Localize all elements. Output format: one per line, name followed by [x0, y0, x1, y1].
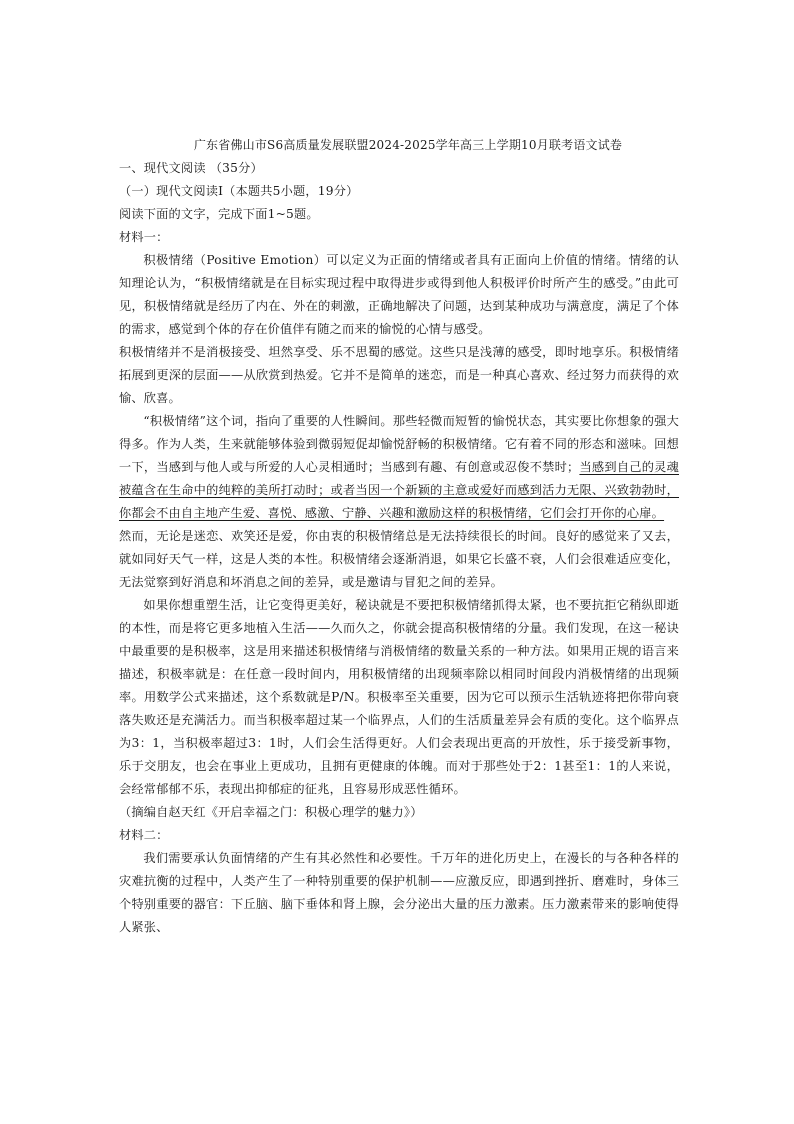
section-heading: 一、现代文阅读 （35分） [119, 161, 263, 175]
material-one-source: （摘编自赵天红《开启幸福之门：积极心理学的魅力》） [119, 805, 423, 819]
paragraph-3-text: “积极情绪”这个词，指向了重要的人性瞬间。那些轻微而短暂的愉悦状态，其实要比你想象的强大得多。作为人类，生来就能够体验到微弱短促却愉悦舒畅的积极情绪。它有着不同的形态和滋味。回想一下，当感到与他人或与所爱的人心灵相通时；当感到有趣、有创意或忍俊不禁时； [119, 414, 679, 474]
exam-title: 广东省佛山市S6高质量发展联盟2024-2025学年高三上学期10月联考语文试卷 [193, 138, 623, 152]
material-one-paragraph-3 [119, 410, 679, 525]
material-one-paragraph-1: 积极情绪（Positive Emotion）可以定义为正面的情绪或者具有正面向上价值的情绪。情绪的认知理论认为，“积极情绪就是在目标实现过程中取得进步或得到他人积极评价时所产生的感受。”由此可见，积极情绪就是经历了内在、外在的刺激，正确地解决了问题，达到某种成功与满意度，满足了个体的需求，感觉到个体的存在价值伴有随之而来的愉悦的心情与感受。 [119, 253, 679, 336]
reading-instruction: 阅读下面的文字，完成下面1~5题。 [119, 207, 319, 221]
exam-page [119, 134, 679, 939]
material-one-paragraph-4: 然而，无论是迷恋、欢笑还是爱，你由衷的积极情绪总是无法持续很长的时间。良好的感觉来了又去，就如同好天气一样，这是人类的本性。积极情绪会逐渐消退，如果它长盛不衰，人们会很难适应变化，无法觉察到好消息和坏消息之间的差异，或是邀请与冒犯之间的差异。 [119, 529, 679, 589]
material-one-paragraph-2: 积极情绪并不是消极接受、坦然享受、乐不思蜀的感觉。这些只是浅薄的感受，即时地享乐。积极情绪拓展到更深的层面——从欣赏到热爱。它并不是简单的迷恋，而是一种真心喜欢、经过努力而获得的欢愉、欣喜。 [119, 345, 679, 405]
material-one-label: 材料一： [119, 230, 169, 244]
underlined-passage: 当感到自己的灵魂被蕴含在生命中的纯粹的美所打动时；或者当因一个新颖的主意或爱好而感到活力无限、兴致勃勃时，你都会不由自主地产生爱、喜悦、感激、宁静、兴趣和激励这样的积极情绪，它们会打开你的心扉。 [119, 460, 679, 520]
subsection-heading: （一）现代文阅读Ⅰ（本题共5小题，19分） [119, 184, 359, 198]
material-two-paragraph-1: 我们需要承认负面情绪的产生有其必然性和必要性。千万年的进化历史上，在漫长的与各种各样的灾难抗衡的过程中，人类产生了一种特别重要的保护机制——应激反应，即遇到挫折、磨难时，身体三个特别重要的器官：下丘脑、脑下垂体和肾上腺，会分泌出大量的压力激素。压力激素带来的影响使得人紧张、 [119, 851, 679, 934]
material-one-paragraph-5: 如果你想重塑生活，让它变得更美好，秘诀就是不要把积极情绪抓得太紧，也不要抗拒它稍纵即逝的本性，而是将它更多地植入生活——久而久之，你就会提高积极情绪的分量。我们发现，在这一秘诀中最重要的是积极率，这是用来描述积极情绪与消极情绪的数量关系的一种方法。如果用正规的语言来描述，积极率就是：在任意一段时间内，用积极情绪的出现频率除以相同时间段内消极情绪的出现频率。用数学公式来描述，这个系数就是P/N。积极率至关重要，因为它可以预示生活轨迹将把你带向衰落失败还是充满活力。而当积极率超过某一个临界点，人们的生活质量差异会有质的变化。这个临界点为3：1，当积极率超过3：1时，人们会生活得更好。人们会表现出更高的开放性，乐于接受新事物，乐于交朋友，也会在事业上更成功，且拥有更健康的体魄。而对于那些处于2：1甚至1：1的人来说，会经常郁郁不乐，表现出抑郁症的征兆，且容易形成恶性循环。 [119, 598, 679, 796]
material-two-label: 材料二： [119, 828, 169, 842]
